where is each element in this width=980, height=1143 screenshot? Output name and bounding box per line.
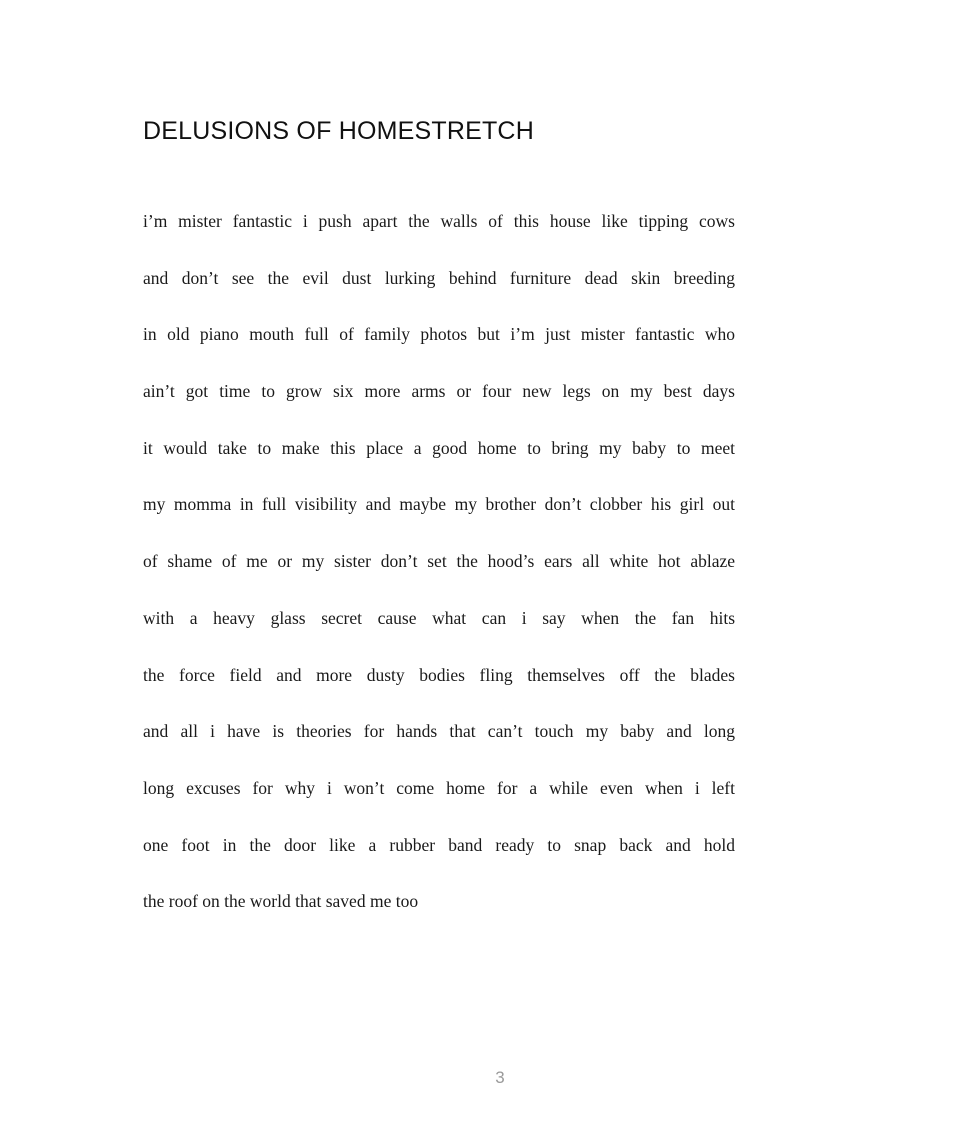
poem-line: i’m mister fantastic i push apart the walls of this house like tipping cows <box>143 211 735 231</box>
poem-line: one foot in the door like a rubber band ready to snap back and hold <box>143 834 735 855</box>
page-number: 3 <box>495 1068 505 1087</box>
poem-line: and all i have is theories for hands that can’t touch my baby and long <box>143 721 735 742</box>
poem-line: and don’t see the evil dust lurking behind furniture dead skin breeding <box>143 267 735 288</box>
poem-line: the force field and more dusty bodies fling themselves off the blades <box>143 664 735 685</box>
poem-body <box>143 201 735 938</box>
poem-title: DELUSIONS OF HOMESTRETCH <box>143 117 534 145</box>
poem-line: it would take to make this place a good home to bring my baby to meet <box>143 437 735 458</box>
poem-line: my momma in full visibility and maybe my brother don’t clobber his girl out <box>143 494 735 515</box>
poem-line: the roof on the world that saved me too <box>143 891 419 912</box>
poem-line: of shame of me or my sister don’t set the hood’s ears all white hot ablaze <box>143 551 735 572</box>
poem-line: with a heavy glass secret cause what can i say when the fan hits <box>143 607 735 628</box>
poem-line: in old piano mouth full of family photos but i’m just mister fantastic who <box>143 324 735 345</box>
poem-line: ain’t got time to grow six more arms or four new legs on my best days <box>143 381 735 402</box>
poem-line: long excuses for why i won’t come home for a while even when i left <box>143 777 735 798</box>
